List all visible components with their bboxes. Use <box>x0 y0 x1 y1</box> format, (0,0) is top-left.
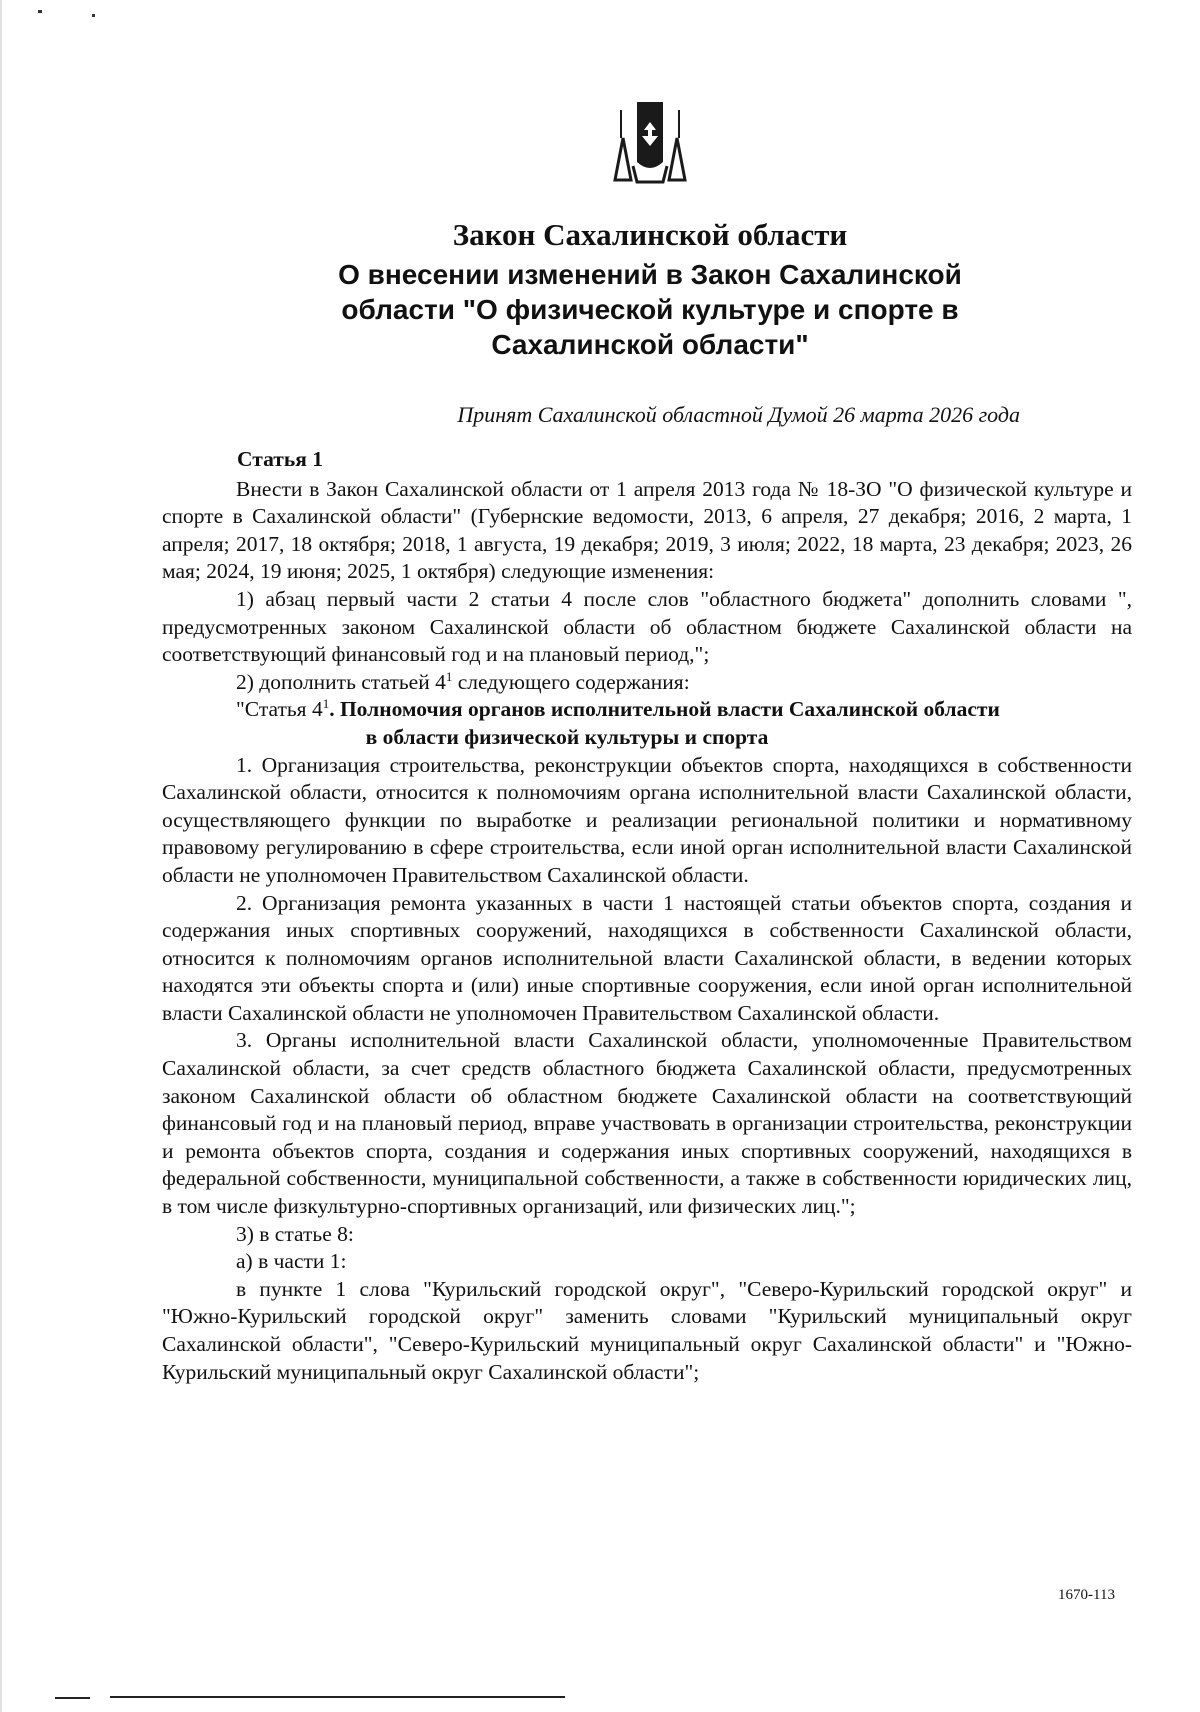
new-article-part-1: 1. Организация строительства, реконструкции объектов спорта, находящихся в собственности Сахалинской области, относится к полномочиям органа исполнительной власти Сахалинской области, осуществляющего функции по выработке и реализации региональной политики и нормативному правовому регулированию в сфере строительства, если иной орган исполнительной власти Сахалинской области не уполномочен Правительством Сахалинской области. <box>162 752 1132 887</box>
scan-edge-line <box>55 1697 90 1699</box>
amendment-item-3: 3) в статье 8: <box>236 1221 354 1246</box>
scan-edge-line <box>110 1696 565 1698</box>
amendment-item-1: 1) абзац первый части 2 статьи 4 после слов "областного бюджета" дополнить словами ", предусмотренных законом Сахалинской области об областном бюджете Сахалинской области на соответствующий финансовый год и на плановый период,"; <box>162 586 1132 667</box>
document-title-block <box>250 215 1050 362</box>
new-article-title: Полномочия органов исполнительной власти Сахалинской области <box>339 697 1000 722</box>
intro-paragraph: Внести в Закон Сахалинской области от 1 апреля 2013 года № 18-ЗО "О физической культуре и спорте в Сахалинской области" (Губернские ведомости, 2013, 6 апреля, 27 декабря; 2016, 2 марта, 1 апреля; 2017, 18 октября; 2018, 1 августа, 19 декабря; 2019, 3 июля; 2022, 18 марта, 23 декабря; 2023, 26 мая; 2024, 19 июня; 2025, 1 октября) следующие изменения: <box>162 476 1132 584</box>
new-article-heading <box>236 696 1132 724</box>
new-article-title-line2: в области физической культуры и спорта <box>365 724 769 749</box>
adoption-note: Принят Сахалинской областной Думой 26 марта 2026 года <box>457 402 1020 427</box>
law-subtitle-line: Сахалинской области" <box>491 329 809 360</box>
amendment-item-2-suffix: следующего содержания: <box>452 669 690 694</box>
scan-margin-mark <box>92 14 95 17</box>
scan-margin-mark <box>38 10 42 13</box>
new-article-dot: . <box>329 697 340 722</box>
new-article-part-3: 3. Органы исполнительной власти Сахалинской области, уполномоченные Правительством Сахалинской области, за счет средств областного бюджета Сахалинской области, предусмотренных законом Сахалинской области об областном бюджете Сахалинской области на соответствующий финансовый год и на плановый период, вправе участвовать в организации строительства, реконструкции и ремонта объектов спорта, создания и содержания иных спортивных сооружений, находящихся в федеральной собственности, муниципальной собственности, а также в собственности юридических лиц, в том числе физкультурно-спортивных организаций, или физических лиц."; <box>162 1028 1132 1219</box>
coat-of-arms-icon <box>609 100 691 186</box>
document-number: 1670-113 <box>1058 1587 1115 1603</box>
amendment-item-3a: а) в части 1: <box>236 1249 347 1274</box>
amendment-item-2 <box>162 669 1132 697</box>
article-heading: Статья 1 <box>237 447 323 471</box>
scan-margin-mark <box>0 0 2 1712</box>
law-title: Закон Сахалинской области <box>452 217 848 252</box>
superscript: 1 <box>322 696 330 712</box>
new-article-part-2: 2. Организация ремонта указанных в части 1 настоящей статьи объектов спорта, создания и содержания иных спортивных сооружений, находящихся в собственности Сахалинской области, относится к полномочиям органов исполнительной власти Сахалинской области, в ведении которых находятся эти объекты спорта и (или) иные спортивные сооружения, если иной орган исполнительной власти Сахалинской области не уполномочен Правительством Сахалинской области. <box>162 890 1132 1025</box>
amendment-item-2-prefix: 2) дополнить статьей 4 <box>236 669 446 694</box>
law-body <box>162 446 1132 1386</box>
superscript: 1 <box>445 668 453 684</box>
law-subtitle-line: области "О физической культуре и спорте в <box>341 294 959 325</box>
new-article-prefix: "Статья 4 <box>236 697 323 722</box>
law-subtitle <box>250 257 1050 362</box>
law-subtitle-line: О внесении изменений в Закон Сахалинской <box>338 259 962 290</box>
amendment-item-3a-text: в пункте 1 слова "Курильский городской округ", "Северо-Курильский городской округ" и "Южно-Курильский городской округ" заменить словами "Курильский муниципальный округ Сахалинской области", "Северо-Курильский муниципальный округ Сахалинской области" и "Южно-Курильский муниципальный округ Сахалинской области"; <box>162 1276 1132 1384</box>
